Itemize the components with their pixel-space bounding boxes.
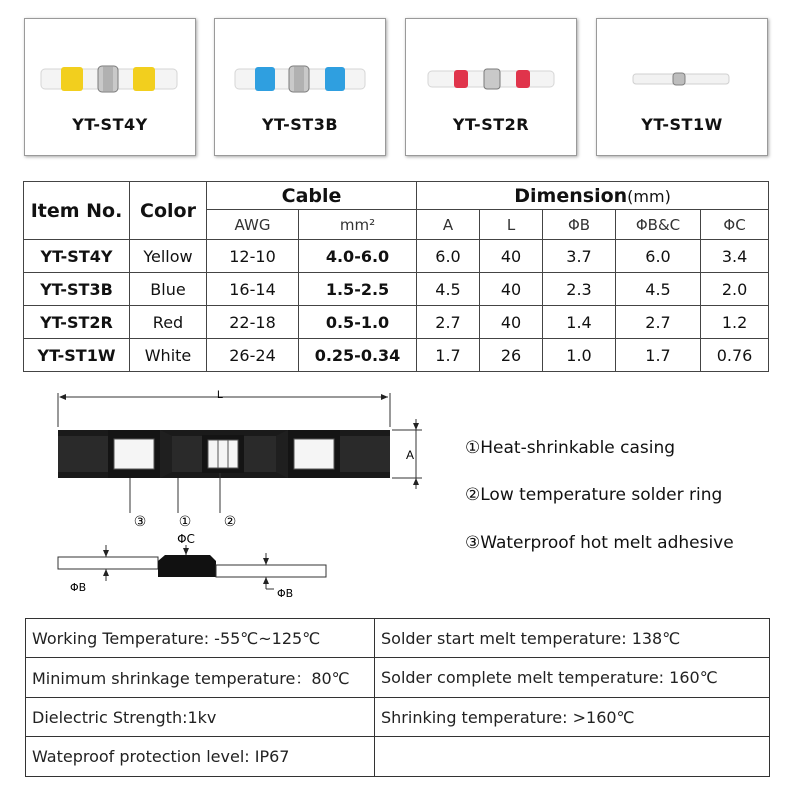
legend-item-2: ②Low temperature solder ring [465,485,723,505]
cell-mm2: 1.5-2.5 [299,273,417,306]
cell-a: 2.7 [417,306,480,339]
connector-image [597,19,767,115]
cell-awg: 12-10 [207,240,299,273]
product-code: YT-ST2R [452,115,530,134]
header-dimension [417,182,769,210]
cell-color: Red [130,306,207,339]
table-row [26,737,770,777]
cell-a: 4.5 [417,273,480,306]
cell-color: White [130,339,207,372]
connector-image [215,19,385,115]
property-cell: Minimum shrinkage temperature：80℃ [26,658,375,698]
cell-phi-b: 2.3 [543,273,616,306]
cell-l: 26 [480,339,543,372]
cell-a: 6.0 [417,240,480,273]
table-row [24,273,769,306]
cell-item: YT-ST4Y [24,240,130,273]
property-cell: Shrinking temperature: >160℃ [375,698,770,737]
header-l: L [480,210,543,240]
connector-image [406,19,576,115]
product-card-st3b [214,18,386,156]
cell-mm2: 4.0-6.0 [299,240,417,273]
spec-table [23,181,769,372]
table-row [24,306,769,339]
properties-table [25,618,770,777]
property-cell [375,737,770,777]
property-cell: Dielectric Strength:1kv [26,698,375,737]
label-phi-b-right: ΦB [277,587,294,600]
property-cell: Working Temperature: -55℃~125℃ [26,619,375,658]
cell-phi-bc: 1.7 [616,339,701,372]
header-phi-bc: ΦB&C [616,210,701,240]
label-a: A [405,448,415,462]
connector-image [25,19,195,115]
cell-awg: 26-24 [207,339,299,372]
cell-phi-c: 3.4 [701,240,769,273]
label-phi-c: ΦC [177,532,195,546]
product-code: YT-ST4Y [72,115,148,134]
header-awg: AWG [207,210,299,240]
cell-phi-bc: 6.0 [616,240,701,273]
cell-phi-b: 3.7 [543,240,616,273]
table-row [26,698,770,737]
cell-phi-c: 1.2 [701,306,769,339]
header-cable: Cable [207,182,417,210]
cell-phi-c: 0.76 [701,339,769,372]
header-phi-c: ΦC [701,210,769,240]
product-code: YT-ST1W [641,115,723,134]
cell-color: Blue [130,273,207,306]
product-card-st1w [596,18,768,156]
callout-1: ① [178,514,192,530]
header-item-no: Item No. [24,182,130,240]
cell-mm2: 0.25-0.34 [299,339,417,372]
cell-l: 40 [480,240,543,273]
table-row [24,240,769,273]
cell-phi-b: 1.4 [543,306,616,339]
header-dimension-unit: (mm) [627,186,671,206]
cell-phi-b: 1.0 [543,339,616,372]
cell-phi-bc: 2.7 [616,306,701,339]
header-a: A [417,210,480,240]
header-color: Color [130,182,207,240]
callout-3: ③ [133,514,147,530]
property-cell: Wateproof protection level: IP67 [26,737,375,777]
spliced-view [58,555,326,577]
table-row [26,619,770,658]
header-mm2: mm² [299,210,417,240]
callout-2: ② [223,514,237,530]
connector-body [58,430,390,478]
product-card-st4y [24,18,196,156]
dimension-drawing [30,385,470,600]
table-row [26,658,770,698]
header-dimension-label: Dimension [514,184,628,207]
property-cell: Solder start melt temperature: 138℃ [375,619,770,658]
property-cell: Solder complete melt temperature: 160℃ [375,658,770,698]
cell-a: 1.7 [417,339,480,372]
cell-phi-bc: 4.5 [616,273,701,306]
legend-item-1: ①Heat-shrinkable casing [465,438,676,458]
header-phi-b: ΦB [543,210,616,240]
cell-awg: 22-18 [207,306,299,339]
cell-l: 40 [480,273,543,306]
table-row [24,339,769,372]
cell-item: YT-ST3B [24,273,130,306]
product-card-st2r [405,18,577,156]
cell-item: YT-ST2R [24,306,130,339]
cell-awg: 16-14 [207,273,299,306]
product-code: YT-ST3B [261,115,339,134]
legend-item-3: ③Waterproof hot melt adhesive [465,533,734,553]
cell-mm2: 0.5-1.0 [299,306,417,339]
cell-phi-c: 2.0 [701,273,769,306]
cell-item: YT-ST1W [24,339,130,372]
cell-color: Yellow [130,240,207,273]
label-l: L [216,389,224,401]
label-phi-b-left: ΦB [70,581,87,594]
cell-l: 40 [480,306,543,339]
